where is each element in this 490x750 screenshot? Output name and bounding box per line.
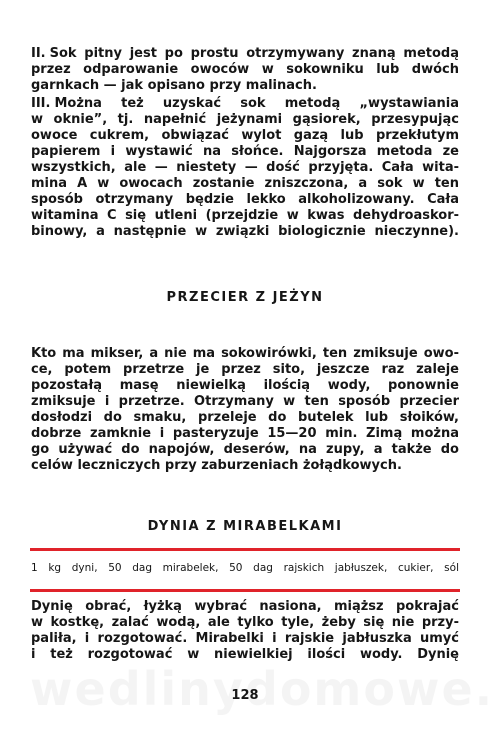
text-line: pozostałą masę niewielką ilością wody, ponownie bbox=[31, 378, 459, 393]
text-line: przez odparowanie owoców w sokowniku lub dwóch bbox=[31, 62, 459, 77]
text-line: zmiksuje i przetrze. Otrzymany w ten sposób przecier bbox=[31, 394, 459, 409]
text-line: Kto ma mikser, a nie ma sokowirówki, ten zmiksuje owo- bbox=[31, 346, 459, 361]
text-line: paliła, i rozgotować. Mirabelki i rajskie jabłuszka umyć bbox=[31, 631, 459, 646]
text-line: wszystkich, ale — niestety — dość przyjęta. Cała wita- bbox=[31, 160, 459, 175]
recipe-puree-body bbox=[31, 346, 459, 474]
line-text: Sok pitny jest po prostu otrzymywany znaną metodą bbox=[49, 46, 459, 61]
page-number: 128 bbox=[231, 688, 259, 703]
paragraph-iii bbox=[31, 96, 459, 240]
text-line: dosłodzi do smaku, przeleje do butelek lub słoików, bbox=[31, 410, 459, 425]
line-text: Można też uzyskać sok metodą „wystawiania bbox=[54, 96, 459, 111]
text-line bbox=[31, 46, 459, 62]
recipe-title-pumpkin: DYNIA Z MIRABELKAMI bbox=[147, 519, 343, 534]
text-line: papierem i wystawić na słońce. Najgorsza metoda ze bbox=[31, 144, 459, 159]
text-line: Dynię obrać, łyżką wybrać nasiona, miąższ pokrajać bbox=[31, 599, 459, 614]
text-line: w kostkę, zalać wodą, ale tylko tyle, żeby się nie przy- bbox=[31, 615, 459, 630]
recipe-pumpkin-body bbox=[31, 599, 459, 663]
text-line: mina A w owocach zostanie zniszczona, a sok w ten bbox=[31, 176, 459, 191]
paragraph-number: II. bbox=[31, 46, 46, 61]
text-line: go używać do napojów, deserów, na zupy, a także do bbox=[31, 442, 459, 457]
text-line: dobrze zamknie i pasteryzuje 15—20 min. Zimą można bbox=[31, 426, 459, 441]
text-line: owoce cukrem, obwiązać wylot gazą lub przekłutym bbox=[31, 128, 459, 143]
red-rule-bottom bbox=[30, 589, 460, 592]
recipe-title-puree: PRZECIER Z JEŻYN bbox=[166, 290, 324, 305]
text-line: garnkach — jak opisano przy malinach. bbox=[31, 78, 317, 93]
paragraph-ii bbox=[31, 46, 459, 94]
text-line: w oknie”, tj. napełnić jeżynami gąsiorek, przesypując bbox=[31, 112, 459, 127]
text-line: witamina C się utleni (przejdzie w kwas dehydroaskor- bbox=[31, 208, 459, 223]
text-line bbox=[31, 96, 459, 112]
text-line: binowy, a następnie w związki biologicznie nieczynne). bbox=[31, 224, 459, 239]
text-line: celów leczniczych przy zaburzeniach żołądkowych. bbox=[31, 458, 402, 473]
paragraph-number: III. bbox=[31, 96, 51, 111]
text-line: ce, potem przetrze je przez sito, jeszcze raz zaleje bbox=[31, 362, 459, 377]
ingredients-list: 1 kg dyni, 50 dag mirabelek, 50 dag rajskich jabłuszek, cukier, sól bbox=[31, 562, 459, 574]
text-line: i też rozgotować w niewielkiej ilości wody. Dynię bbox=[31, 647, 459, 662]
red-rule-top bbox=[30, 548, 460, 551]
text-line: sposób otrzymany będzie lekko alkoholizowany. Cała bbox=[31, 192, 459, 207]
